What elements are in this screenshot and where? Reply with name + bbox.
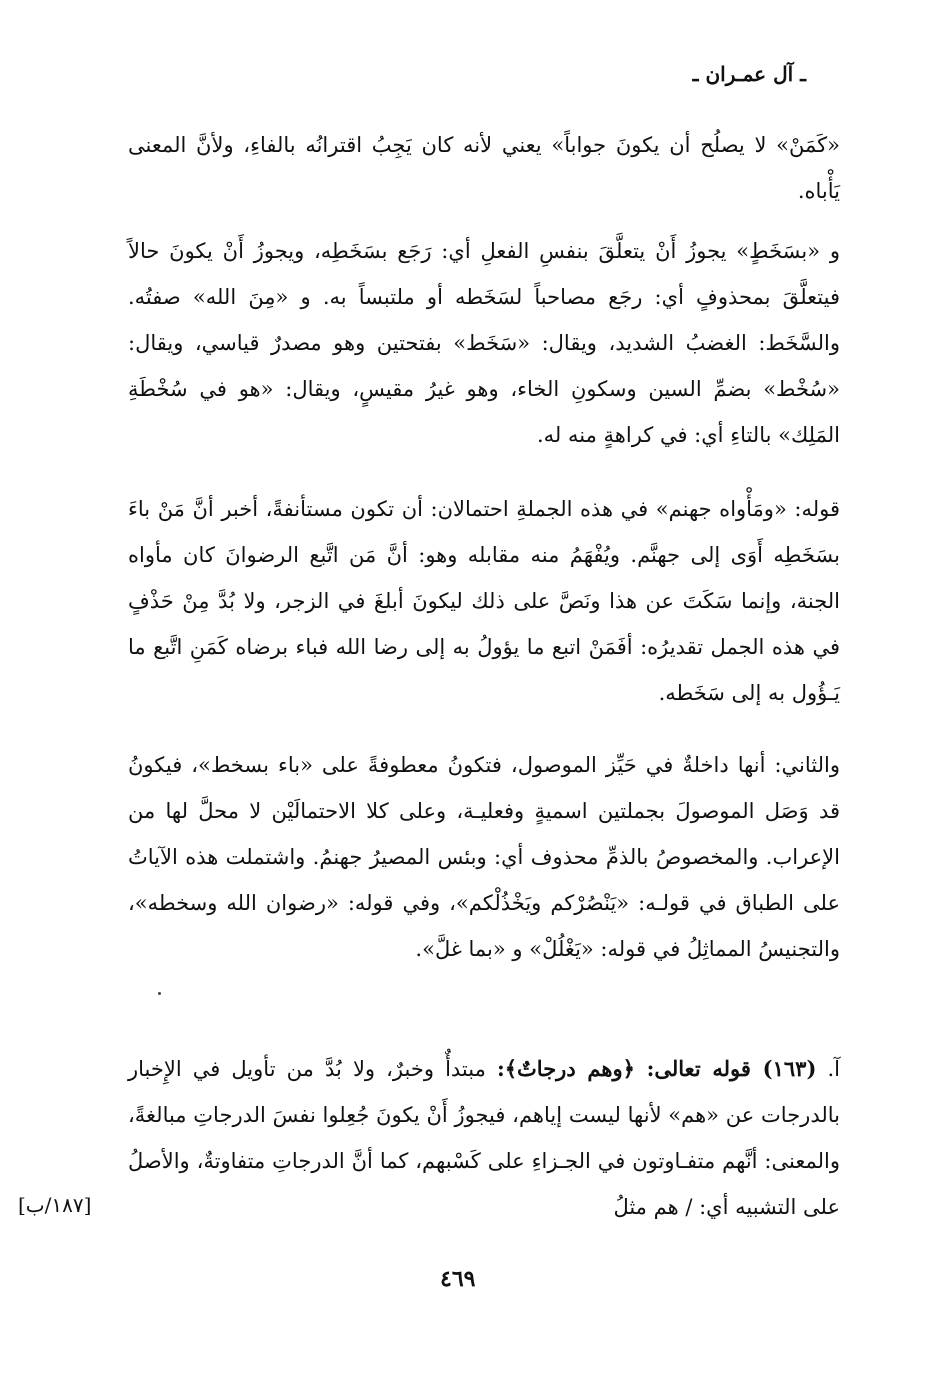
- paragraph-2: [128, 228, 840, 458]
- paragraph-5-text: [128, 1046, 840, 1230]
- paragraph-4-text: والثاني: أنها داخلةٌ في حَيِّز الموصول، فتكونُ معطوفةً على «باء بسخط»، فيكونُ قد وَصَل الموصولَ بجملتين اسميةٍ وفعليـة، وعلى كلا الاحتمالَيْن لا محلَّ لها من الإعراب. والمخصوصُ بالذمِّ محذوف أي: وبئس المصيرُ جهنمُ. واشتملت هذه الآياتُ على الطباق في قولـه: «يَنْصُرْكم ويَخْذُلْكم»، وفي قوله: «رضوان الله وسخطه»، والتجنيسُ المماثِلُ في قوله: «يَغْلُلْ» و «بما غلَّ».: [128, 753, 840, 961]
- paragraph-3-text: قوله: «ومَأْواه جهنم» في هذه الجملةِ احتمالان: أن تكون مستأنفةً، أخبر أنَّ مَنْ باءَ بسَخَطِه أَوَى إلى جهنَّم. ويُفْهَمُ منه مقابله وهو: أنَّ مَن اتَّبع الرضوانَ كان مأواه الجنة، وإنما سَكَتَ عن هذا ونَصَّ على ذلك ليكونَ أبلغَ في الزجر، ولا بُدَّ مِنْ حَذْفٍ في هذه الجمل تقديرُه: أفَمَنْ اتبع ما يؤولُ به إلى رضا الله فباء برضاه كَمَنِ اتَّبع ما يَـؤُول به إلى سَخَطه.: [128, 497, 840, 705]
- running-header: ـ آل عمـران ـ: [692, 62, 806, 86]
- verse-marker: آ.: [816, 1057, 840, 1081]
- paragraph-1: [128, 122, 840, 214]
- scan-speck: [158, 992, 161, 995]
- paragraph-2-text: و «بسَخَطٍ» يجوزُ أَنْ يتعلَّقَ بنفسِ الفعلِ أي: رَجَع بسَخَطِه، ويجوزُ أَنْ يكونَ حالاً فيتعلَّقَ بمحذوفٍ أي: رجَع مصاحباً لسَخَطه أو ملتبساً به. و «مِنَ الله» صفتُه. والسَّخَط: الغضبُ الشديد، ويقال: «سَخَط» بفتحتين وهو مصدرٌ قياسي، ويقال: «سُخْط» بضمِّ السين وسكونِ الخاء، وهو غيرُ مقيسٍ، ويقال: «هو في سُخْطَةِ المَلِك» بالتاءِ أي: في كراهةٍ منه له.: [128, 239, 840, 447]
- page-number: ٤٦٩: [440, 1266, 476, 1292]
- paragraph-3: [128, 486, 840, 716]
- manuscript-folio-ref: [١٨٧/ب]: [18, 1193, 92, 1217]
- verse-heading: (١٦٣) قوله تعالى: ﴿وهم درجاتٌ﴾:: [496, 1056, 817, 1081]
- paragraph-5-body: مبتدأٌ وخبرٌ، ولا بُدَّ من تأويل في الإِخبار بالدرجات عن «هم» لأنها ليست إياهم، فيجوزُ أَنْ يكونَ جُعِلوا نفسَ الدرجاتِ مبالغةً، والمعنى: أنَّهم متفـاوتون في الجـزاءِ على كَسْبهم، كما أنَّ الدرجاتِ متفاوتةٌ، والأصلُ على التشبيه أي: / هم مثلُ: [128, 1057, 840, 1219]
- paragraph-4: [128, 742, 840, 972]
- paragraph-1-text: «كَمَنْ» لا يصلُح أن يكونَ جواباً» يعني لأنه كان يَجِبُ اقترانُه بالفاءِ، ولأنَّ المعنى يَأْباه.: [128, 133, 840, 203]
- paragraph-5: [128, 1046, 840, 1230]
